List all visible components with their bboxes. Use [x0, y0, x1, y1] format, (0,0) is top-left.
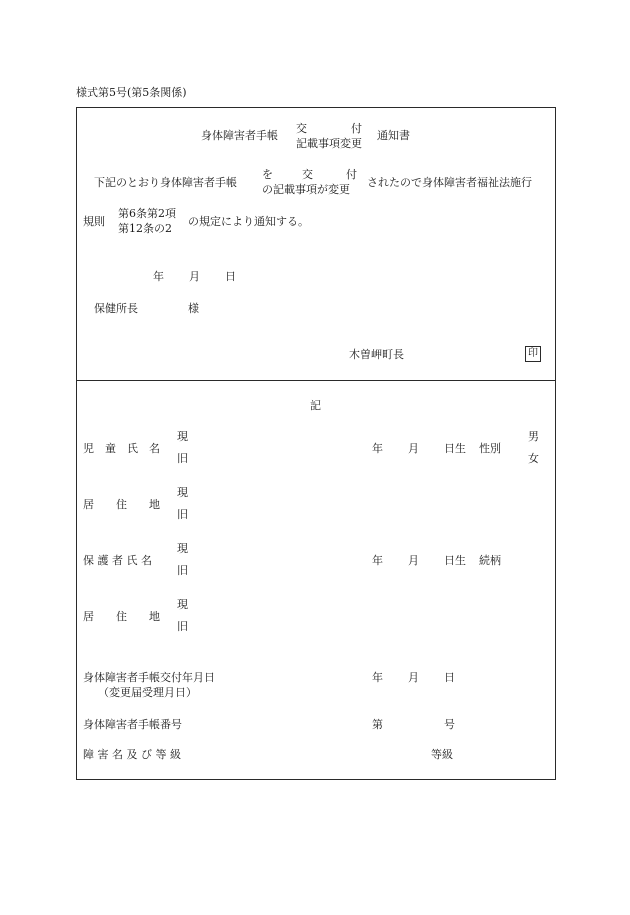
grade-suffix-label: 等級 [431, 748, 453, 761]
notice-body-wo: を [262, 168, 273, 181]
addressee-label: 保健所長 [94, 302, 138, 315]
honorific-label: 様 [188, 302, 199, 315]
child-birth-month-label: 月 [408, 442, 419, 455]
issue-year-label: 年 [372, 671, 383, 684]
child-residence-old-label: 旧 [177, 508, 188, 521]
child-residence-current-label: 現 [177, 486, 188, 499]
notice-body-prefix: 下記のとおり身体障害者手帳 [94, 176, 237, 189]
notice-title-prefix: 身体障害者手帳 [201, 129, 278, 142]
seal-mark: 印 [525, 346, 541, 362]
issuer-label: 木曽岬町長 [349, 348, 404, 361]
child-residence-label: 居 住 地 [83, 498, 160, 511]
child-name-current-label: 現 [177, 430, 188, 443]
guardian-name-label: 保 護 者 氏 名 [83, 554, 152, 567]
notice-body-option-issue: 交 付 [302, 168, 357, 181]
notice-rule-option-2: 第12条の2 [118, 222, 172, 235]
guardian-birth-day-label: 日生 [444, 554, 466, 567]
issue-day-label: 日 [444, 671, 455, 684]
notice-title-option-issue: 交 付 [296, 122, 362, 135]
guardian-residence-old-label: 旧 [177, 620, 188, 633]
issue-month-label: 月 [408, 671, 419, 684]
guardian-name-current-label: 現 [177, 542, 188, 555]
notice-title-suffix: 通知書 [377, 129, 410, 142]
child-name-label: 児 童 氏 名 [83, 442, 160, 455]
date-day-label: 日 [225, 270, 236, 283]
sex-female-label: 女 [528, 452, 539, 465]
form-number-label: 様式第5号(第5条関係) [76, 86, 187, 99]
child-name-old-label: 旧 [177, 452, 188, 465]
notice-body-suffix: されたので身体障害者福祉法施行 [367, 176, 532, 189]
receipt-date-label: （変更届受理月日） [98, 686, 197, 699]
guardian-birth-month-label: 月 [408, 554, 419, 567]
sex-label: 性別 [479, 442, 501, 455]
date-year-label: 年 [153, 270, 164, 283]
notice-rule-label: 規則 [83, 215, 105, 228]
child-birth-day-label: 日生 [444, 442, 466, 455]
notice-rule-option-1: 第6条第2項 [118, 207, 176, 220]
number-prefix-label: 第 [372, 718, 383, 731]
sex-male-label: 男 [528, 430, 539, 443]
handbook-number-label: 身体障害者手帳番号 [83, 718, 182, 731]
guardian-residence-label: 居 住 地 [83, 610, 160, 623]
notice-rule-suffix: の規定により通知する。 [188, 215, 309, 228]
notice-title-option-change: 記載事項変更 [296, 137, 362, 150]
number-suffix-label: 号 [444, 718, 455, 731]
notice-body-option-change: の記載事項が変更 [262, 183, 350, 196]
relation-label: 続柄 [479, 554, 501, 567]
record-heading: 記 [310, 399, 321, 412]
guardian-residence-current-label: 現 [177, 598, 188, 611]
date-month-label: 月 [189, 270, 200, 283]
child-birth-year-label: 年 [372, 442, 383, 455]
disability-grade-label: 障 害 名 及 び 等 級 [83, 748, 181, 761]
guardian-name-old-label: 旧 [177, 564, 188, 577]
issue-date-label: 身体障害者手帳交付年月日 [83, 671, 215, 684]
guardian-birth-year-label: 年 [372, 554, 383, 567]
